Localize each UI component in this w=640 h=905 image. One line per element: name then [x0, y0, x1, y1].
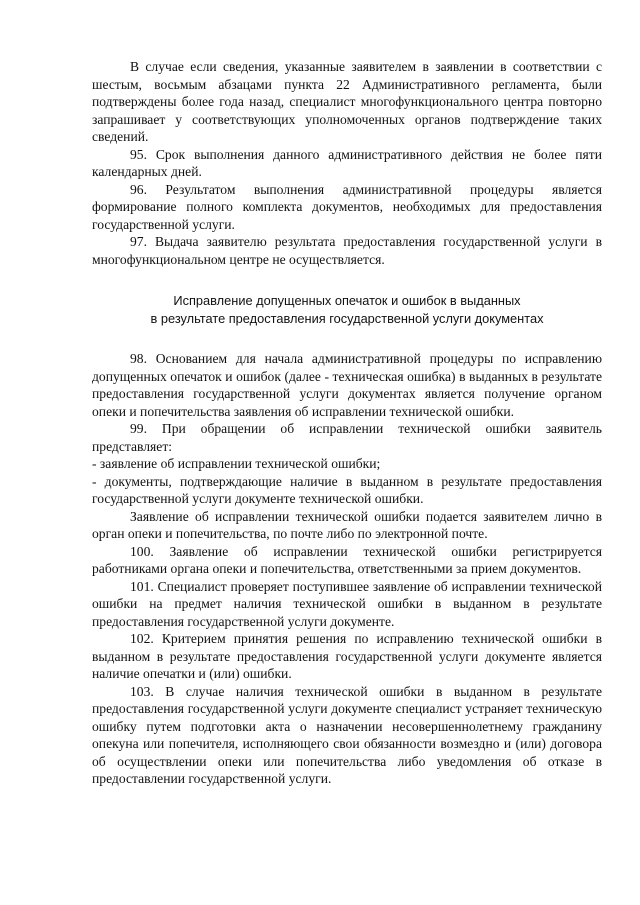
paragraph-96: 96. Результатом выполнения административной процедуры является формирование полного комплекта документов, необходимых для предоставления государственной услуги.	[92, 181, 602, 232]
paragraph-97: 97. Выдача заявителю результата предоставления государственной услуги в многофункциональном центре не осуществляется.	[92, 234, 602, 267]
section-heading-line-2: в результате предоставления государственной услуги документах	[150, 311, 544, 326]
paragraph-94-cont: В случае если сведения, указанные заявителем в заявлении в соответствии с шестым, восьмым абзацами пункта 22 Административного регламента, были подтверждены более года назад, специалист многофункционального центра повторно запрашивает у соответствующих уполномоченных органов подтверждение таких сведений.	[92, 59, 602, 144]
paragraph-100: 100. Заявление об исправлении технической ошибки регистрируется работниками органа опеки и попечительства, ответственными за прием документов.	[92, 543, 602, 576]
paragraph-102: 102. Критерием принятия решения по исправлению технической ошибки в выданном в результате предоставления государственной услуги документе является наличие опечатки и (или) ошибки.	[92, 631, 602, 681]
list-item-application: - заявление об исправлении технической ошибки;	[92, 456, 381, 471]
paragraph-submission: Заявление об исправлении технической ошибки подается заявителем лично в орган опеки и попечительства, по почте либо по электронной почте.	[92, 508, 602, 541]
list-item-documents: - документы, подтверждающие наличие в выданном в результате предоставления государственной услуги документе технической ошибки.	[92, 473, 602, 506]
paragraph-95: 95. Срок выполнения данного административного действия не более пяти календарных дней.	[92, 146, 602, 179]
section-heading-line-1: Исправление допущенных опечаток и ошибок в выданных	[173, 293, 521, 308]
paragraph-98: 98. Основанием для начала административной процедуры по исправлению допущенных опечаток и ошибок (далее - техническая ошибка) в выданных в результате предоставления государственной услуги документах является получение органом опеки и попечительства заявления об исправлении технической ошибки.	[92, 351, 602, 419]
section-heading	[92, 292, 602, 328]
paragraph-101: 101. Специалист проверяет поступившее заявление об исправлении технической ошибки на предмет наличия технической ошибки в выданном в результате предоставления государственной услуги документе.	[92, 578, 602, 629]
paragraph-99: 99. При обращении об исправлении технической ошибки заявитель представляет:	[92, 421, 602, 454]
paragraph-103: 103. В случае наличия технической ошибки в выданном в результате предоставления государственной услуги документе специалист устраняет техническую ошибку путем подготовки акта о назначении несовершеннолетнему гражданину опекуна или попечителя, исполняющего свои обязанности возмездно и (или) договора об осуществлении опеки или попечительства либо уведомления об отказе в предоставлении государственной услуги.	[92, 683, 602, 786]
